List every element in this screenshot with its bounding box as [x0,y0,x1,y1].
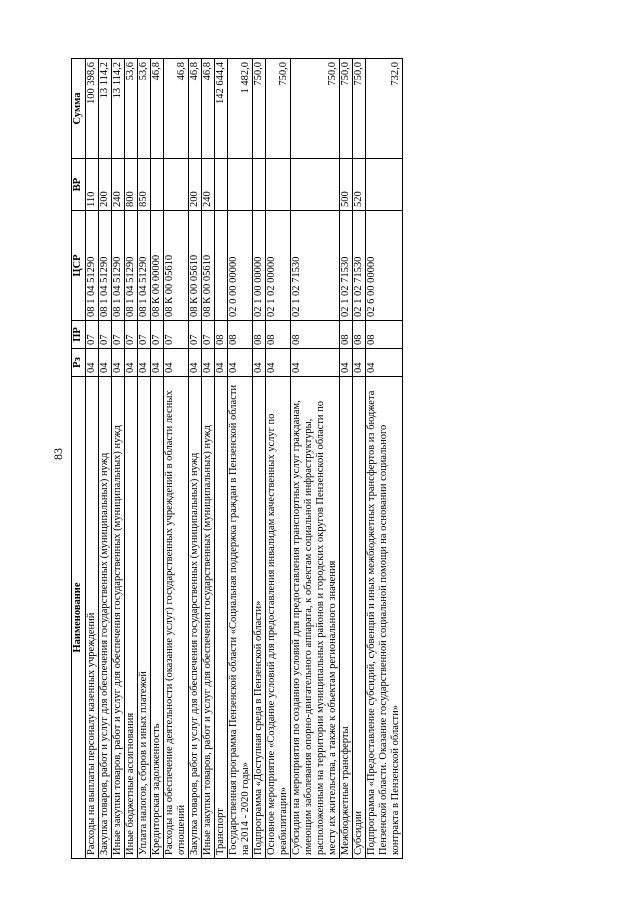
cell-name: Закупка товаров, работ и услуг для обеспечения государственных (муниципальных) нужд [99,377,112,859]
cell-rz: 04 [151,349,164,377]
cell-pr: 08 [340,321,353,349]
cell-rz: 04 [340,349,353,377]
cell-pr: 08 [266,321,291,349]
cell-pr: 07 [151,321,164,349]
cell-pr: 08 [291,321,340,349]
table-row [151,59,164,859]
cell-vr: 200 [99,159,112,211]
cell-sum: 46,8 [164,59,189,159]
cell-vr [291,159,340,211]
table-row [99,59,112,859]
cell-sum: 750,0 [266,59,291,159]
table-row [189,59,202,859]
table-row [138,59,151,859]
cell-name: Транспорт [215,377,228,859]
cell-csr: 08 1 04 51290 [138,211,151,321]
cell-csr: 02 6 00 00000 [366,211,403,321]
cell-name: Подпрограмма «Доступная среда в Пензенской области» [253,377,266,859]
table-row [164,59,189,859]
cell-vr [228,159,253,211]
cell-pr: 07 [189,321,202,349]
cell-vr: 240 [112,159,125,211]
cell-name: Субсидии [353,377,366,859]
cell-name: Подпрограмма «Предоставление субсидий, субвенций и иных межбюджетных трансфертов из бюджета Пензенской области. Оказание государственной социальной помощи на основании социального контракта в Пензенской области» [366,377,403,859]
cell-vr: 200 [189,159,202,211]
cell-vr: 800 [125,159,138,211]
cell-vr [366,159,403,211]
cell-name: Основное мероприятие «Создание условий для предоставления инвалидам качественных услуг по реабилитации» [266,377,291,859]
cell-rz: 04 [215,349,228,377]
cell-pr: 07 [138,321,151,349]
cell-rz: 04 [353,349,366,377]
cell-pr: 08 [228,321,253,349]
cell-rz: 04 [86,349,99,377]
cell-rz: 04 [202,349,215,377]
cell-csr: 08 К 00 00000 [151,211,164,321]
table-row [228,59,253,859]
cell-csr: 02 1 02 71530 [291,211,340,321]
cell-pr: 08 [215,321,228,349]
table-row [291,59,340,859]
cell-csr: 08 1 04 51290 [86,211,99,321]
page-number: 83 [51,448,65,460]
cell-sum: 53,6 [125,59,138,159]
cell-sum: 13 114,2 [99,59,112,159]
cell-sum: 53,6 [138,59,151,159]
cell-pr: 07 [125,321,138,349]
cell-pr: 08 [353,321,366,349]
cell-sum: 750,0 [340,59,353,159]
cell-name: Уплата налогов, сборов и иных платежей [138,377,151,859]
cell-sum: 46,8 [202,59,215,159]
cell-csr [215,211,228,321]
budget-table [71,58,403,859]
cell-pr: 07 [164,321,189,349]
cell-sum: 1 482,0 [228,59,253,159]
cell-vr [253,159,266,211]
header-pr: ПР [72,321,86,349]
cell-rz: 04 [253,349,266,377]
table-row [86,59,99,859]
cell-vr: 850 [138,159,151,211]
header-name: Наименование [72,377,86,859]
cell-sum: 750,0 [291,59,340,159]
header-vr: ВР [72,159,86,211]
budget-table-container [71,59,551,859]
cell-csr: 08 1 04 51290 [112,211,125,321]
cell-csr: 08 1 04 51290 [99,211,112,321]
cell-rz: 04 [112,349,125,377]
table-row [366,59,403,859]
table-row [125,59,138,859]
cell-csr: 08 1 04 51290 [125,211,138,321]
table-row [112,59,125,859]
cell-csr: 02 1 02 71530 [353,211,366,321]
cell-sum: 732,0 [366,59,403,159]
cell-name: Иные бюджетные ассигнования [125,377,138,859]
cell-csr: 08 К 00 05610 [202,211,215,321]
cell-rz: 04 [266,349,291,377]
cell-name: Межбюджетные трансферты [340,377,353,859]
header-csr: ЦСР [72,211,86,321]
cell-rz: 04 [125,349,138,377]
cell-csr: 08 К 00 05610 [189,211,202,321]
table-row [202,59,215,859]
table-header-row [72,59,86,859]
cell-sum: 46,8 [151,59,164,159]
table-row [253,59,266,859]
cell-rz: 04 [99,349,112,377]
cell-pr: 07 [202,321,215,349]
cell-sum: 142 644,4 [215,59,228,159]
cell-csr: 02 1 02 00000 [266,211,291,321]
header-sum: Сумма [72,59,86,159]
cell-name: Расходы на обеспечение деятельности (оказание услуг) государственных учреждений в области лесных отношений [164,377,189,859]
table-row [266,59,291,859]
table-row [340,59,353,859]
cell-pr: 08 [366,321,403,349]
cell-pr: 08 [253,321,266,349]
cell-vr [164,159,189,211]
cell-vr: 240 [202,159,215,211]
cell-rz: 04 [228,349,253,377]
cell-vr [266,159,291,211]
cell-pr: 07 [86,321,99,349]
table-row [353,59,366,859]
cell-csr: 02 1 02 71530 [340,211,353,321]
cell-csr: 02 0 00 00000 [228,211,253,321]
cell-pr: 07 [99,321,112,349]
cell-csr: 02 1 00 00000 [253,211,266,321]
cell-name: Расходы на выплаты персоналу казенных учреждений [86,377,99,859]
cell-pr: 07 [112,321,125,349]
cell-name: Субсидии на мероприятия по созданию условий для предоставления транспортных услуг гражданам, имеющим заболевания опорно-двигательного аппарата, к объектам социальной инфраструктуры, расположенным на территории муниципальных районов и городских округов Пензенской области по месту их жительства, а также к объектам регионального значения [291,377,340,859]
cell-name: Закупка товаров, работ и услуг для обеспечения государственных (муниципальных) нужд [189,377,202,859]
cell-csr: 08 К 00 05610 [164,211,189,321]
cell-sum: 750,0 [353,59,366,159]
cell-vr: 110 [86,159,99,211]
cell-name: Иные закупки товаров, работ и услуг для обеспечения государственных (муниципальных) нужд [112,377,125,859]
cell-vr [151,159,164,211]
cell-sum: 13 114,2 [112,59,125,159]
cell-vr: 500 [340,159,353,211]
cell-sum: 46,8 [189,59,202,159]
cell-name: Государственная программа Пензенской области «Социальная поддержка граждан в Пензенской области на 2014 - 2020 годы» [228,377,253,859]
header-rz: Рз [72,349,86,377]
cell-sum: 100 398,6 [86,59,99,159]
cell-rz: 04 [291,349,340,377]
cell-rz: 04 [138,349,151,377]
cell-rz: 04 [189,349,202,377]
cell-vr: 520 [353,159,366,211]
cell-name: Кредиторская задолженность [151,377,164,859]
cell-sum: 750,0 [253,59,266,159]
cell-rz: 04 [164,349,189,377]
cell-vr [215,159,228,211]
cell-rz: 04 [366,349,403,377]
table-row [215,59,228,859]
cell-name: Иные закупки товаров, работ и услуг для обеспечения государственных (муниципальных) нужд [202,377,215,859]
